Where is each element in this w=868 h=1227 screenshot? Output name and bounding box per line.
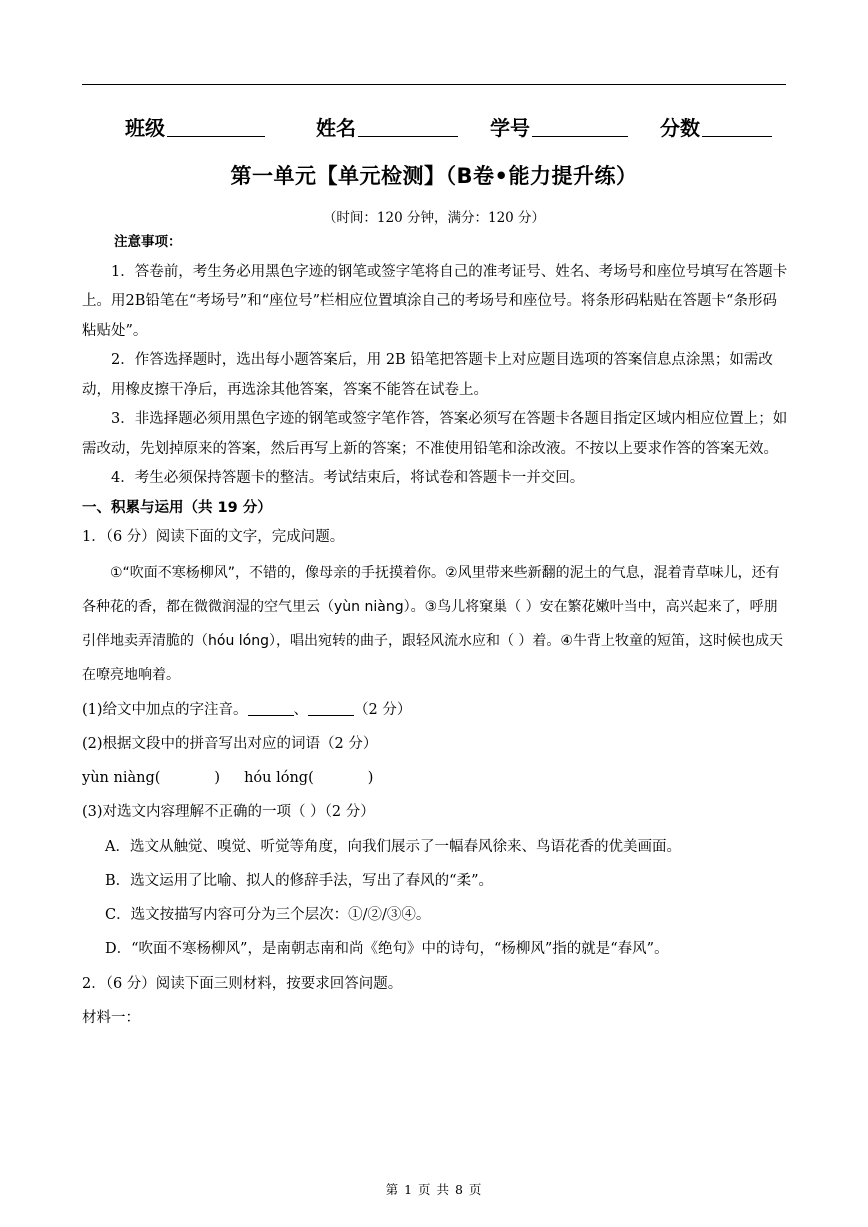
sub1-text: (1)给文中加点的字注音。	[82, 701, 248, 718]
pinyin-2: hóu lóng(	[244, 769, 314, 786]
notice-item: 1．答卷前，考生务必用黑色字迹的钢笔或签字笔将自己的准考证号、姓名、考场号和座位号填写在答题卡上。用2B铅笔在“考场号”和“座位号”栏相应位置填涂自己的考场号和座位号。将条形码粘贴在答题卡“条形码粘贴处”。	[82, 263, 788, 339]
class-field	[125, 112, 265, 141]
notice-item: 3．非选择题必须用黑色字迹的钢笔或签字笔作答，答案必须写在答题卡各题目指定区域内相应位置上；如需改动，先划掉原来的答案，然后再写上新的答案；不准使用铅笔和涂改液。不按以上要求作答的答案无效。	[82, 411, 788, 457]
name-label: 姓名	[316, 116, 356, 140]
sub1-score: （2 分）	[354, 701, 412, 718]
answer-blank[interactable]	[308, 699, 354, 716]
question-1-sub3: (3)对选文内容理解不正确的一项（ ）（2 分）	[82, 803, 375, 820]
pinyin-1-close: )	[214, 769, 221, 786]
class-blank[interactable]	[167, 116, 265, 137]
top-rule	[82, 84, 786, 85]
question-1-passage: ①“吹面不寒杨柳风”，不错的，像母亲的手抚摸着你。②风里带来些新翻的泥土的气息，混着青草味儿，还有各种花的香，都在微微润湿的空气里云（yùn niàng）。③鸟儿将窠巢（ ）安在繁花嫩叶当中，高兴起来了，呼朋引伴地卖弄清脆的（hóu lóng），唱出宛转的曲子，跟轻风流水应和（ ）着。④牛背上牧童的短笛，这时候也成天在嘹亮地响着。	[82, 564, 783, 683]
option-a: A．选文从触觉、嗅觉、听觉等角度，向我们展示了一幅春风徐来、鸟语花香的优美画面。	[105, 838, 681, 855]
student-no-blank[interactable]	[532, 116, 628, 137]
page-subtitle: （时间：120 分钟，满分：120 分）	[322, 210, 546, 226]
pinyin-1: yùn niàng(	[82, 769, 161, 786]
notice-heading: 注意事项：	[114, 234, 182, 250]
answer-blank[interactable]	[248, 699, 294, 716]
question-2-stem: 2．（6 分）阅读下面三则材料，按要求回答问题。	[82, 975, 403, 992]
exam-body	[82, 228, 788, 1036]
option-d: D．“吹面不寒杨柳风”，是南朝志南和尚《绝句》中的诗句，“杨柳风”指的就是“春风”。	[105, 940, 669, 957]
pinyin-answer-row	[82, 762, 788, 794]
option-c: C．选文按描写内容可分为三个层次：①/②/③④。	[105, 906, 431, 923]
name-blank[interactable]	[358, 116, 458, 137]
student-no-label: 学号	[490, 116, 530, 140]
score-field	[660, 112, 772, 141]
student-no-field	[490, 112, 628, 141]
option-b: B．选文运用了比喻、拟人的修辞手法，写出了春风的“柔”。	[105, 872, 493, 889]
material-1-label: 材料一：	[82, 1009, 140, 1026]
class-label: 班级	[125, 116, 165, 140]
notice-item: 4．考生必须保持答题卡的整洁。考试结束后，将试卷和答题卡一并交回。	[111, 470, 585, 486]
sub1-sep: 、	[293, 701, 309, 718]
page-title: 第一单元【单元检测】（B卷•能力提升练）	[230, 164, 638, 188]
score-label: 分数	[660, 116, 700, 140]
question-1-sub1	[82, 694, 788, 726]
page-footer: 第 1 页 共 8 页	[385, 1182, 483, 1197]
question-1-stem: 1．（6 分）阅读下面的文字，完成问题。	[82, 529, 345, 545]
pinyin-2-close: )	[367, 769, 374, 786]
score-blank[interactable]	[702, 116, 772, 137]
notice-item: 2．作答选择题时，选出每小题答案后，用 2B 铅笔把答题卡上对应题目选项的答案信息点涂黑；如需改动，用橡皮擦干净后，再选涂其他答案，答案不能答在试卷上。	[82, 352, 773, 398]
student-info-row	[0, 112, 868, 144]
name-field	[316, 112, 458, 141]
question-1-sub2: (2)根据文段中的拼音写出对应的词语（2 分）	[82, 735, 378, 752]
section-heading: 一、积累与运用（共 19 分）	[82, 499, 272, 516]
